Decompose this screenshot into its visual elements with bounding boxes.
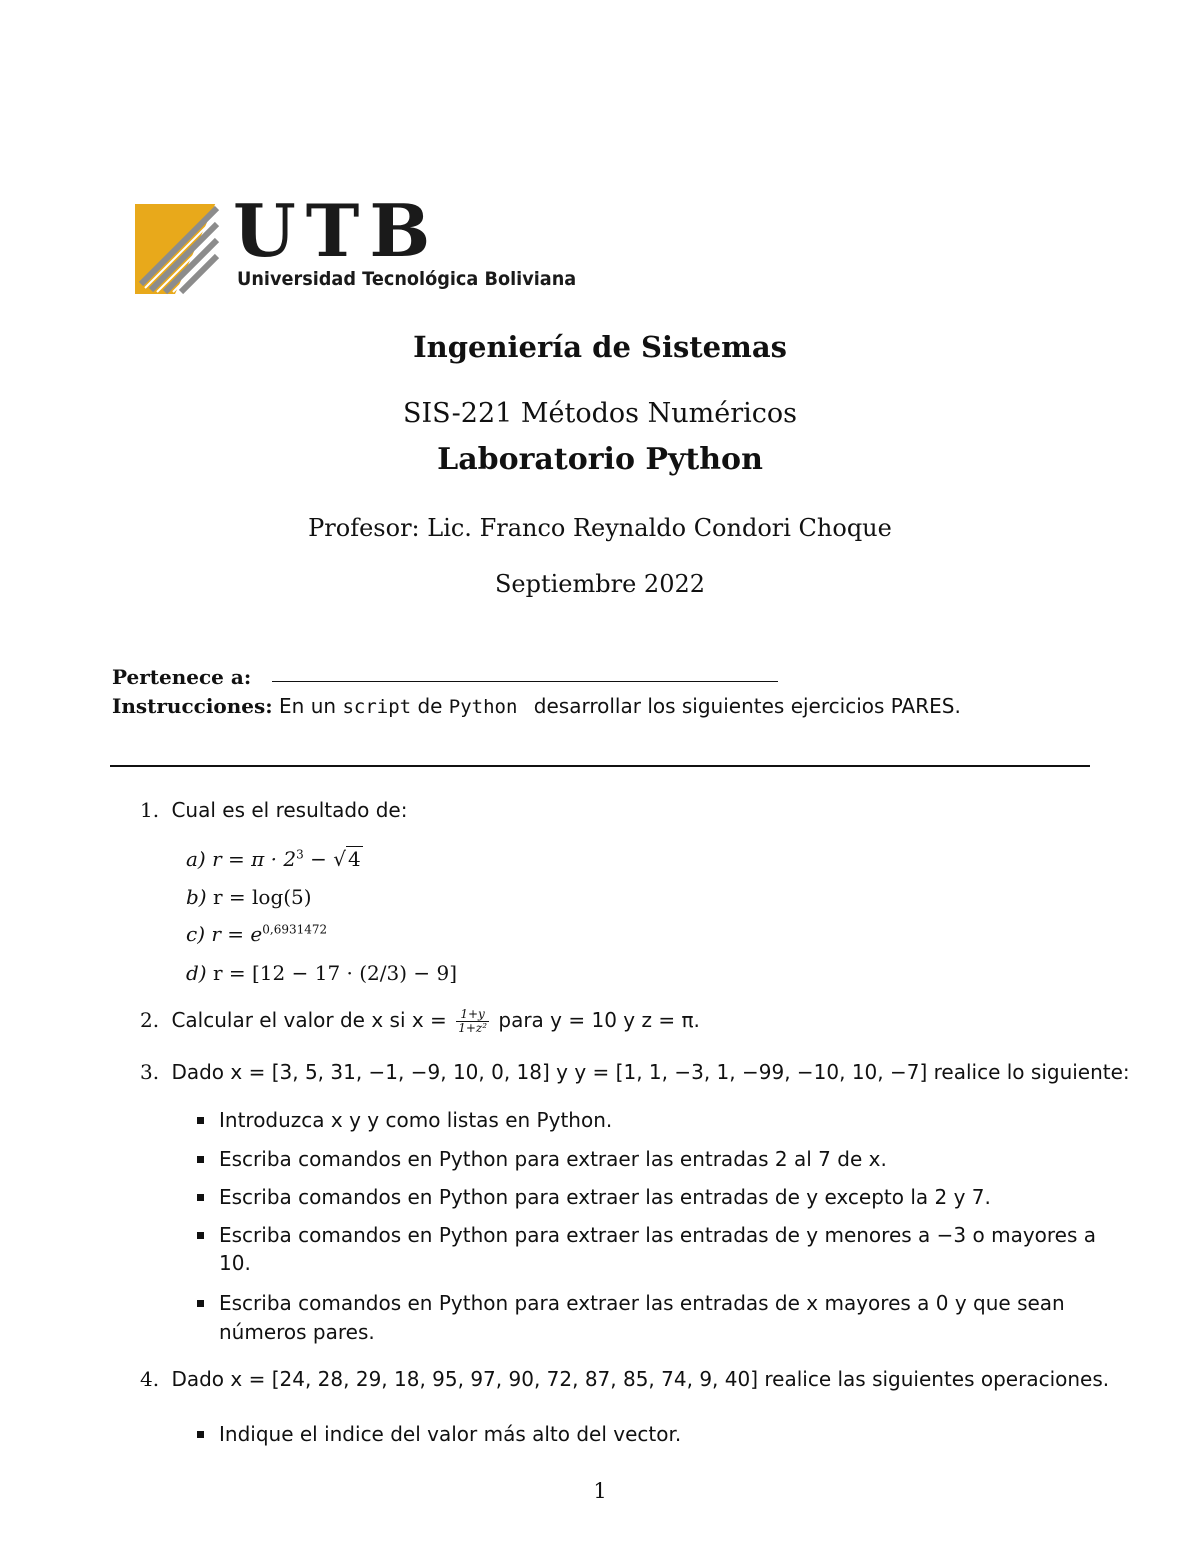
exercise-number: 4. (140, 1367, 160, 1391)
item-expr: r = π · 2 (212, 847, 297, 871)
department-title: Ingeniería de Sistemas (413, 330, 787, 364)
exercise-1 (140, 798, 407, 822)
logo-acronym: UTB (233, 188, 441, 273)
item-minus: − √ (303, 847, 346, 871)
fraction-numerator: 1+y (456, 1008, 489, 1022)
exercise-number: 2. (140, 1008, 160, 1032)
item-expr: r = [12 − 17 · (2/3) − 9] (212, 961, 458, 985)
university-logo (135, 188, 595, 298)
bullet-icon (197, 1156, 204, 1163)
exercise-4 (140, 1367, 1109, 1391)
exercise-3-bullet-1: Introduzca x y y como listas en Python. (219, 1108, 613, 1132)
lab-title: Laboratorio Python (437, 442, 763, 477)
exercise-1d (186, 961, 457, 985)
exercise-4-bullet-1: Indique el indice del valor más alto del vector. (219, 1422, 682, 1446)
exercise-3-bullet-4: Escriba comandos en Python para extraer las entradas de y menores a −3 o mayores a (219, 1223, 1097, 1247)
belongs-label: Pertenece a: (112, 665, 252, 689)
exercise-number: 1. (140, 798, 160, 822)
exercise-3-bullet-5-cont: números pares. (219, 1320, 375, 1344)
item-label: c) (186, 922, 206, 946)
exercise-2 (140, 1008, 700, 1035)
fraction (456, 1008, 489, 1035)
exercise-text: Dado x = [24, 28, 29, 18, 95, 97, 90, 72, 87, 85, 74, 9, 40] realice las siguientes operaciones. (171, 1367, 1110, 1391)
bullet-icon (197, 1194, 204, 1201)
instr-text-1: En un (279, 694, 337, 718)
exercise-3-bullet-4-cont: 10. (219, 1251, 251, 1275)
bullet-icon (197, 1300, 204, 1307)
exercise-3-bullet-2: Escriba comandos en Python para extraer las entradas 2 al 7 de x. (219, 1147, 887, 1171)
course-title: SIS-221 Métodos Numéricos (403, 398, 797, 429)
instr-text-2: de (417, 694, 443, 718)
exercise-3-bullet-3: Escriba comandos en Python para extraer las entradas de y excepto la 2 y 7. (219, 1185, 991, 1209)
belongs-to-blank[interactable] (272, 681, 778, 682)
page-number: 1 (593, 1479, 607, 1503)
item-label: a) (186, 847, 206, 871)
item-radicand: 4 (347, 847, 361, 871)
belongs-to-row (112, 665, 251, 689)
exercise-3 (140, 1060, 1130, 1084)
professor-line: Profesor: Lic. Franco Reynaldo Condori Choque (308, 514, 892, 542)
logo-university-name: Universidad Tecnológica Boliviana (237, 268, 577, 290)
instr-python: Python (448, 696, 518, 718)
exercise-text-post: para y = 10 y z = π. (498, 1008, 700, 1032)
instructions-label: Instrucciones: (112, 694, 273, 718)
exercise-number: 3. (140, 1060, 160, 1084)
exercise-3-bullet-5: Escriba comandos en Python para extraer las entradas de x mayores a 0 y que sean (219, 1291, 1065, 1315)
bullet-icon (197, 1232, 204, 1239)
item-label: b) (186, 885, 207, 909)
section-divider (110, 765, 1090, 767)
instr-script: script (342, 696, 412, 718)
exercise-text-pre: Calcular el valor de x si x = (171, 1008, 447, 1032)
exercise-text: Dado x = [3, 5, 31, −1, −9, 10, 0, 18] y y = [1, 1, −3, 1, −99, −10, 10, −7] realice lo siguiente: (171, 1060, 1130, 1084)
item-expr: r = e (211, 922, 263, 946)
fraction-denominator: 1+z² (458, 1021, 488, 1035)
instr-text-3: desarrollar los siguientes ejercicios PARES. (533, 694, 961, 718)
bullet-icon (197, 1117, 204, 1124)
item-expr: r = log(5) (212, 885, 312, 909)
utb-emblem-icon (135, 200, 220, 296)
item-exponent: 3 (296, 847, 304, 862)
item-label: d) (186, 961, 207, 985)
exercise-text: Cual es el resultado de: (171, 798, 408, 822)
exercise-1a (186, 847, 363, 871)
exercise-1c (186, 922, 327, 946)
exercise-1b (186, 885, 312, 909)
instructions-row (112, 694, 961, 718)
bullet-icon (197, 1431, 204, 1438)
item-exponent: 0,6931472 (262, 922, 328, 937)
date-line: Septiembre 2022 (494, 570, 706, 598)
